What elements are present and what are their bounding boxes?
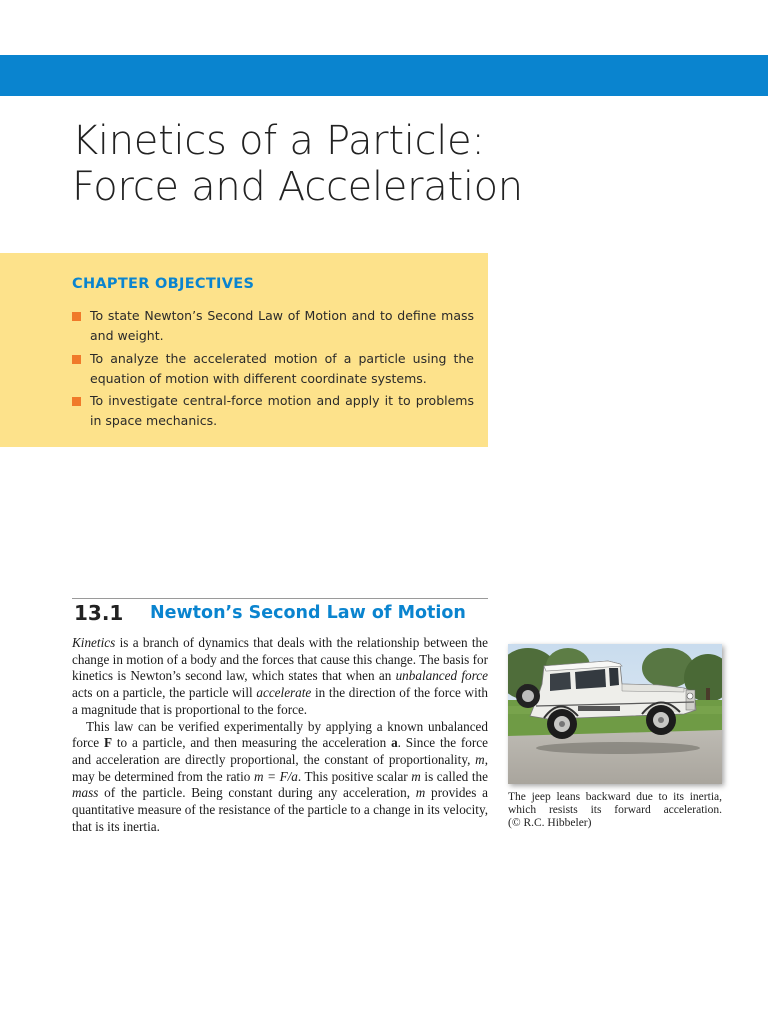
objectives-list xyxy=(72,306,474,434)
chapter-title-line1: Kinetics of a Particle: xyxy=(72,118,485,164)
text-run: to a particle, and then measuring the acceleration xyxy=(112,735,392,751)
figure-caption xyxy=(508,791,722,830)
chapter-title xyxy=(72,118,523,210)
text-run: is a branch of dynamics that deals with the relationship between the change in motion of a body and the forces that cause this change. The basis for kinetics is Newton’s second law, which states that when an xyxy=(72,635,488,684)
text-run: . Since the force and acceleration are directly proportional, the constant of proportionality, xyxy=(72,735,488,767)
text-run: . This positive scalar xyxy=(297,768,412,784)
symbol-mass: m xyxy=(411,768,421,784)
chapter-title-line2: Force and Acceleration xyxy=(72,164,523,210)
section-divider xyxy=(72,598,488,599)
caption-credit: (© R.C. Hibbeler) xyxy=(508,817,592,829)
text-run: in the direction of the force with a magnitude that is proportional to the force. xyxy=(72,685,488,717)
jeep-photo xyxy=(508,644,722,784)
symbol-force-vector: F xyxy=(103,735,112,751)
text-run: is called the xyxy=(420,768,488,784)
text-run: provides a quantitative measure of the resistance of the particle to a change in its velocity, that is its inertia. xyxy=(72,785,488,834)
objective-item xyxy=(72,306,474,346)
term-unbalanced-force: unbalanced force xyxy=(395,668,488,684)
square-bullet-icon xyxy=(72,312,81,321)
caption-line-2: which resists its forward acceleration. xyxy=(508,804,722,816)
objectives-heading: CHAPTER OBJECTIVES xyxy=(72,276,255,292)
square-bullet-icon xyxy=(72,397,81,406)
body-paragraph-2 xyxy=(72,719,488,836)
objective-text: To analyze the accelerated motion of a particle using the equation of motion with different coordinate systems. xyxy=(90,350,474,386)
section-title: Newton’s Second Law of Motion xyxy=(150,603,466,623)
chapter-header-bar xyxy=(0,55,768,96)
body-paragraph-1 xyxy=(72,635,488,719)
caption-line-1: The jeep leans backward due to its inertia, xyxy=(508,791,722,803)
symbol-mass: m xyxy=(475,751,485,767)
text-run: of the particle. Being constant during any acceleration, xyxy=(98,785,416,801)
term-accelerate: accelerate xyxy=(256,685,312,701)
term-kinetics: Kinetics xyxy=(72,635,116,650)
square-bullet-icon xyxy=(72,355,81,364)
text-run: This law can be verified experimentally by applying a known unbalanced force xyxy=(72,718,488,751)
text-run: acts on a particle, the particle will xyxy=(72,685,257,701)
term-mass: mass xyxy=(72,785,99,801)
section-number: 13.1 xyxy=(74,601,124,625)
jeep-illustration xyxy=(508,644,722,784)
section-body xyxy=(72,635,488,835)
objective-text: To state Newton’s Second Law of Motion and to define mass and weight. xyxy=(90,308,474,343)
objective-item xyxy=(72,391,474,431)
symbol-mass: m xyxy=(415,785,426,801)
equation-mass-ratio: m = F/a xyxy=(253,768,298,784)
chapter-objectives-box xyxy=(0,253,488,447)
symbol-acceleration-vector: a xyxy=(391,735,398,751)
objective-text: To investigate central-force motion and apply it to problems in space mechanics. xyxy=(90,393,474,428)
text-run: , may be determined from the ratio xyxy=(72,751,488,784)
objective-item xyxy=(72,349,474,389)
